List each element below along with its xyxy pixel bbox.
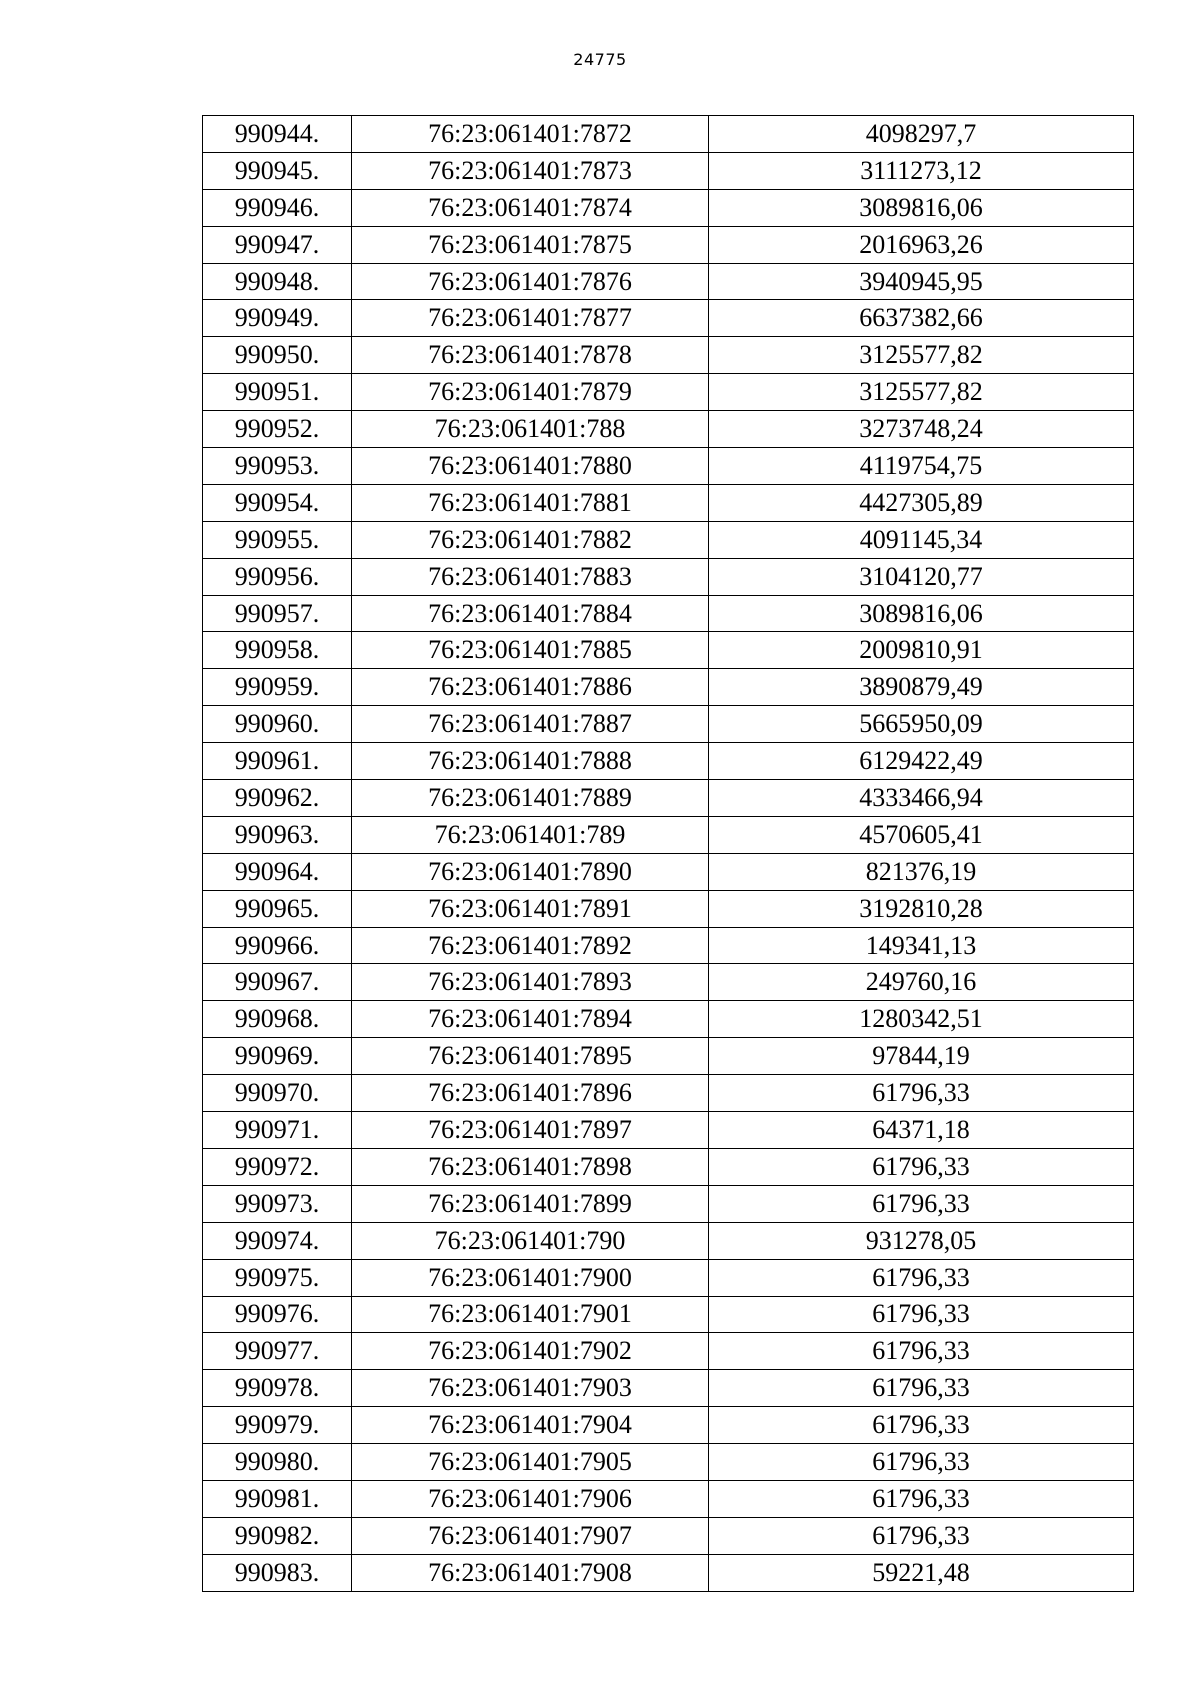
table-row	[203, 337, 1134, 374]
cadastral-number-cell: 76:23:061401:7885	[352, 632, 709, 669]
cadastral-number-cell: 76:23:061401:7879	[352, 374, 709, 411]
table-row	[203, 1112, 1134, 1149]
cadastral-number-cell: 76:23:061401:7892	[352, 927, 709, 964]
table-row	[203, 300, 1134, 337]
row-number-cell: 990948.	[203, 263, 352, 300]
table-row	[203, 484, 1134, 521]
cadastral-number-cell: 76:23:061401:7891	[352, 890, 709, 927]
table-row	[203, 927, 1134, 964]
cadastral-number-cell: 76:23:061401:7877	[352, 300, 709, 337]
value-cell: 61796,33	[709, 1517, 1134, 1554]
row-number-cell: 990977.	[203, 1333, 352, 1370]
cadastral-number-cell: 76:23:061401:7884	[352, 595, 709, 632]
cadastral-number-cell: 76:23:061401:7902	[352, 1333, 709, 1370]
value-cell: 149341,13	[709, 927, 1134, 964]
table-row	[203, 1333, 1134, 1370]
value-cell: 4091145,34	[709, 521, 1134, 558]
table-row	[203, 1222, 1134, 1259]
table-row	[203, 1185, 1134, 1222]
table-row	[203, 816, 1134, 853]
value-cell: 3111273,12	[709, 152, 1134, 189]
table-row	[203, 853, 1134, 890]
table-row	[203, 1148, 1134, 1185]
value-cell: 61796,33	[709, 1075, 1134, 1112]
row-number-cell: 990955.	[203, 521, 352, 558]
row-number-cell: 990947.	[203, 226, 352, 263]
row-number-cell: 990976.	[203, 1296, 352, 1333]
table-row	[203, 1480, 1134, 1517]
cadastral-number-cell: 76:23:061401:7888	[352, 743, 709, 780]
value-cell: 3273748,24	[709, 411, 1134, 448]
page-number: 24775	[573, 50, 627, 69]
cadastral-number-cell: 76:23:061401:7880	[352, 448, 709, 485]
cadastral-number-cell: 76:23:061401:7882	[352, 521, 709, 558]
cadastral-number-cell: 76:23:061401:7874	[352, 189, 709, 226]
row-number-cell: 990983.	[203, 1554, 352, 1591]
cadastral-number-cell: 76:23:061401:7894	[352, 1001, 709, 1038]
row-number-cell: 990945.	[203, 152, 352, 189]
row-number-cell: 990974.	[203, 1222, 352, 1259]
value-cell: 3104120,77	[709, 558, 1134, 595]
table-row	[203, 448, 1134, 485]
cadastral-number-cell: 76:23:061401:7886	[352, 669, 709, 706]
table-row	[203, 743, 1134, 780]
table-row	[203, 1407, 1134, 1444]
table-row	[203, 632, 1134, 669]
table-row	[203, 263, 1134, 300]
table-row	[203, 964, 1134, 1001]
value-cell: 6129422,49	[709, 743, 1134, 780]
value-cell: 61796,33	[709, 1185, 1134, 1222]
table-row	[203, 1370, 1134, 1407]
cadastral-number-cell: 76:23:061401:788	[352, 411, 709, 448]
table-row	[203, 1517, 1134, 1554]
row-number-cell: 990981.	[203, 1480, 352, 1517]
cadastral-number-cell: 76:23:061401:7898	[352, 1148, 709, 1185]
row-number-cell: 990970.	[203, 1075, 352, 1112]
cadastral-number-cell: 76:23:061401:7889	[352, 780, 709, 817]
cadastral-number-cell: 76:23:061401:7878	[352, 337, 709, 374]
value-cell: 61796,33	[709, 1480, 1134, 1517]
row-number-cell: 990965.	[203, 890, 352, 927]
row-number-cell: 990975.	[203, 1259, 352, 1296]
value-cell: 4427305,89	[709, 484, 1134, 521]
table-row	[203, 226, 1134, 263]
table-row	[203, 558, 1134, 595]
table-row	[203, 411, 1134, 448]
table-row	[203, 189, 1134, 226]
value-cell: 61796,33	[709, 1370, 1134, 1407]
table-row	[203, 1259, 1134, 1296]
row-number-cell: 990971.	[203, 1112, 352, 1149]
table-row	[203, 780, 1134, 817]
cadastral-number-cell: 76:23:061401:7876	[352, 263, 709, 300]
row-number-cell: 990946.	[203, 189, 352, 226]
value-cell: 3125577,82	[709, 374, 1134, 411]
table-row	[203, 1554, 1134, 1591]
row-number-cell: 990982.	[203, 1517, 352, 1554]
cadastral-number-cell: 76:23:061401:7903	[352, 1370, 709, 1407]
cadastral-number-cell: 76:23:061401:7895	[352, 1038, 709, 1075]
row-number-cell: 990952.	[203, 411, 352, 448]
row-number-cell: 990957.	[203, 595, 352, 632]
row-number-cell: 990968.	[203, 1001, 352, 1038]
row-number-cell: 990958.	[203, 632, 352, 669]
row-number-cell: 990969.	[203, 1038, 352, 1075]
value-cell: 2016963,26	[709, 226, 1134, 263]
table-row	[203, 706, 1134, 743]
value-cell: 61796,33	[709, 1333, 1134, 1370]
cadastral-number-cell: 76:23:061401:7890	[352, 853, 709, 890]
cadastral-table	[202, 115, 1134, 1592]
value-cell: 821376,19	[709, 853, 1134, 890]
cadastral-number-cell: 76:23:061401:7906	[352, 1480, 709, 1517]
cadastral-number-cell: 76:23:061401:789	[352, 816, 709, 853]
cadastral-number-cell: 76:23:061401:7901	[352, 1296, 709, 1333]
row-number-cell: 990959.	[203, 669, 352, 706]
table-row	[203, 116, 1134, 153]
cadastral-number-cell: 76:23:061401:7881	[352, 484, 709, 521]
row-number-cell: 990961.	[203, 743, 352, 780]
table-row	[203, 1001, 1134, 1038]
row-number-cell: 990960.	[203, 706, 352, 743]
value-cell: 59221,48	[709, 1554, 1134, 1591]
value-cell: 4119754,75	[709, 448, 1134, 485]
row-number-cell: 990964.	[203, 853, 352, 890]
cadastral-number-cell: 76:23:061401:7908	[352, 1554, 709, 1591]
row-number-cell: 990972.	[203, 1148, 352, 1185]
table-row	[203, 595, 1134, 632]
cadastral-number-cell: 76:23:061401:7873	[352, 152, 709, 189]
table-row	[203, 890, 1134, 927]
value-cell: 931278,05	[709, 1222, 1134, 1259]
row-number-cell: 990956.	[203, 558, 352, 595]
row-number-cell: 990944.	[203, 116, 352, 153]
table-row	[203, 669, 1134, 706]
value-cell: 61796,33	[709, 1296, 1134, 1333]
value-cell: 61796,33	[709, 1407, 1134, 1444]
table-row	[203, 1075, 1134, 1112]
value-cell: 4098297,7	[709, 116, 1134, 153]
value-cell: 6637382,66	[709, 300, 1134, 337]
value-cell: 61796,33	[709, 1148, 1134, 1185]
row-number-cell: 990963.	[203, 816, 352, 853]
row-number-cell: 990950.	[203, 337, 352, 374]
table-body	[203, 116, 1134, 1592]
value-cell: 64371,18	[709, 1112, 1134, 1149]
cadastral-number-cell: 76:23:061401:7887	[352, 706, 709, 743]
cadastral-number-cell: 76:23:061401:7897	[352, 1112, 709, 1149]
cadastral-number-cell: 76:23:061401:790	[352, 1222, 709, 1259]
table-row	[203, 374, 1134, 411]
table-row	[203, 152, 1134, 189]
row-number-cell: 990966.	[203, 927, 352, 964]
cadastral-number-cell: 76:23:061401:7875	[352, 226, 709, 263]
cadastral-number-cell: 76:23:061401:7905	[352, 1444, 709, 1481]
row-number-cell: 990951.	[203, 374, 352, 411]
value-cell: 3890879,49	[709, 669, 1134, 706]
value-cell: 1280342,51	[709, 1001, 1134, 1038]
row-number-cell: 990949.	[203, 300, 352, 337]
cadastral-number-cell: 76:23:061401:7907	[352, 1517, 709, 1554]
cadastral-number-cell: 76:23:061401:7893	[352, 964, 709, 1001]
value-cell: 3089816,06	[709, 189, 1134, 226]
value-cell: 5665950,09	[709, 706, 1134, 743]
value-cell: 97844,19	[709, 1038, 1134, 1075]
value-cell: 61796,33	[709, 1444, 1134, 1481]
cadastral-number-cell: 76:23:061401:7900	[352, 1259, 709, 1296]
row-number-cell: 990973.	[203, 1185, 352, 1222]
table-row	[203, 521, 1134, 558]
cadastral-number-cell: 76:23:061401:7896	[352, 1075, 709, 1112]
value-cell: 4333466,94	[709, 780, 1134, 817]
value-cell: 3940945,95	[709, 263, 1134, 300]
table-row	[203, 1038, 1134, 1075]
row-number-cell: 990967.	[203, 964, 352, 1001]
row-number-cell: 990962.	[203, 780, 352, 817]
row-number-cell: 990954.	[203, 484, 352, 521]
row-number-cell: 990953.	[203, 448, 352, 485]
value-cell: 3089816,06	[709, 595, 1134, 632]
row-number-cell: 990980.	[203, 1444, 352, 1481]
value-cell: 61796,33	[709, 1259, 1134, 1296]
value-cell: 2009810,91	[709, 632, 1134, 669]
row-number-cell: 990978.	[203, 1370, 352, 1407]
cadastral-number-cell: 76:23:061401:7904	[352, 1407, 709, 1444]
value-cell: 3125577,82	[709, 337, 1134, 374]
value-cell: 3192810,28	[709, 890, 1134, 927]
cadastral-number-cell: 76:23:061401:7899	[352, 1185, 709, 1222]
value-cell: 4570605,41	[709, 816, 1134, 853]
table-row	[203, 1296, 1134, 1333]
table-row	[203, 1444, 1134, 1481]
row-number-cell: 990979.	[203, 1407, 352, 1444]
cadastral-number-cell: 76:23:061401:7883	[352, 558, 709, 595]
cadastral-number-cell: 76:23:061401:7872	[352, 116, 709, 153]
value-cell: 249760,16	[709, 964, 1134, 1001]
